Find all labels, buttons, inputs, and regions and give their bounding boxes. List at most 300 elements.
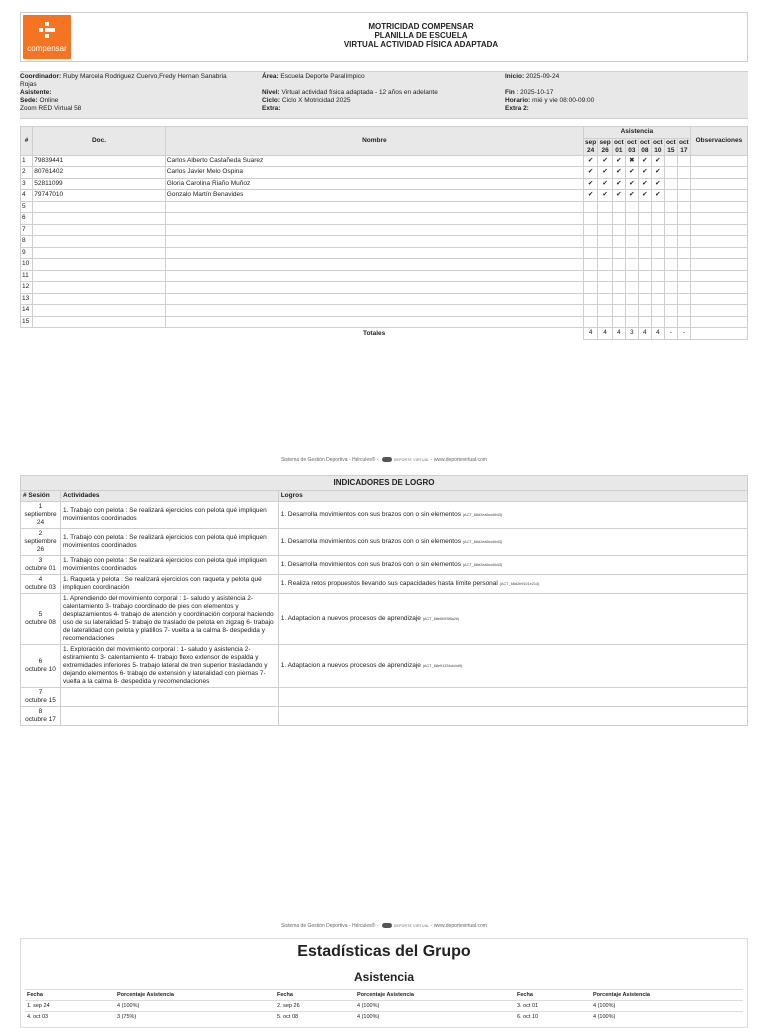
row-name bbox=[165, 270, 583, 282]
row-doc bbox=[33, 213, 166, 225]
attendance-mark: ✔ bbox=[638, 190, 651, 202]
logro-text: 1. Desarrolla movimientos con sus brazos con o sin elementos bbox=[280, 561, 461, 568]
attendance-mark bbox=[625, 236, 638, 248]
sesion-date: septiembre 26 bbox=[24, 538, 57, 553]
attendance-mark bbox=[651, 293, 664, 305]
attendance-mark bbox=[625, 293, 638, 305]
attendance-row bbox=[21, 259, 748, 271]
attendance-row bbox=[21, 178, 748, 190]
attendance-mark bbox=[625, 201, 638, 213]
logro-code: (ACT_68e91334cb4d9) bbox=[422, 664, 463, 668]
date-day: 10 bbox=[654, 146, 662, 154]
date-month: oct bbox=[678, 138, 689, 146]
stats-col-pct: Porcentaje Asistencia bbox=[355, 990, 515, 1001]
logro-text: 1. Adaptacion a nuevos procesos de aprendizaje bbox=[280, 615, 421, 622]
attendance-mark bbox=[664, 316, 677, 328]
date-month: oct bbox=[626, 138, 637, 146]
attendance-mark bbox=[677, 305, 690, 317]
row-name: Gloria Carolina Riaño Muñoz bbox=[165, 178, 583, 190]
sesion-cell bbox=[21, 594, 61, 645]
row-name bbox=[165, 236, 583, 248]
attendance-mark bbox=[651, 236, 664, 248]
date-header bbox=[664, 138, 677, 155]
logro-cell bbox=[278, 707, 747, 726]
row-name bbox=[165, 213, 583, 225]
attendance-mark bbox=[664, 282, 677, 294]
attendance-mark bbox=[651, 270, 664, 282]
row-number: 11 bbox=[21, 270, 33, 282]
attendance-mark: ✔ bbox=[583, 155, 597, 167]
row-number: 3 bbox=[21, 178, 33, 190]
stats-fecha: 5. oct 08 bbox=[275, 1012, 355, 1023]
sede-extra: Zoom RED Virtual 58 bbox=[20, 105, 82, 112]
stats-col-fecha: Fecha bbox=[275, 990, 355, 1001]
stats-fecha: 1. sep 24 bbox=[25, 1001, 115, 1012]
col-doc-header: Doc. bbox=[33, 127, 166, 156]
row-name: Carlos Alberto Castañeda Suarez bbox=[165, 155, 583, 167]
fin-label: Fin bbox=[505, 89, 515, 96]
logro-code: (ACT_68e6f0f3f8a2b) bbox=[422, 617, 460, 621]
footer-logo-text: DEPORTE VIRTUAL bbox=[393, 458, 430, 462]
footer-text-left: Sistema de Gestión Deportiva - Hércules® - bbox=[281, 923, 379, 929]
col-logros-header: Logros bbox=[278, 491, 747, 502]
row-number: 2 bbox=[21, 167, 33, 179]
row-observaciones bbox=[690, 259, 747, 271]
sesion-date: octubre 08 bbox=[25, 619, 56, 626]
row-number: 6 bbox=[21, 213, 33, 225]
attendance-mark bbox=[677, 178, 690, 190]
totals-obs bbox=[690, 328, 747, 340]
logro-cell bbox=[278, 575, 747, 594]
date-header bbox=[677, 138, 690, 155]
attendance-mark: ✔ bbox=[651, 167, 664, 179]
logro-cell bbox=[278, 529, 747, 556]
date-month: oct bbox=[639, 138, 650, 146]
attendance-mark: ✔ bbox=[612, 178, 625, 190]
stats-row bbox=[25, 1001, 743, 1012]
info-panel bbox=[20, 71, 748, 119]
row-name bbox=[165, 293, 583, 305]
attendance-row bbox=[21, 270, 748, 282]
attendance-mark: ✔ bbox=[598, 178, 612, 190]
date-month: oct bbox=[652, 138, 663, 146]
indicator-row bbox=[21, 502, 748, 529]
attendance-mark bbox=[664, 247, 677, 259]
row-number: 7 bbox=[21, 224, 33, 236]
attendance-mark bbox=[651, 305, 664, 317]
total-value: - bbox=[664, 328, 677, 340]
attendance-mark bbox=[583, 270, 597, 282]
stats-col-pct: Porcentaje Asistencia bbox=[115, 990, 275, 1001]
logo-mark-icon bbox=[38, 21, 56, 39]
attendance-mark bbox=[677, 167, 690, 179]
sesion-cell bbox=[21, 575, 61, 594]
attendance-mark bbox=[612, 201, 625, 213]
row-observaciones bbox=[690, 247, 747, 259]
attendance-mark bbox=[612, 305, 625, 317]
attendance-mark bbox=[664, 270, 677, 282]
attendance-mark bbox=[612, 247, 625, 259]
row-observaciones bbox=[690, 201, 747, 213]
sesion-date: octubre 01 bbox=[25, 565, 56, 572]
stats-fecha: 6. oct 10 bbox=[515, 1012, 591, 1023]
stats-row bbox=[25, 1012, 743, 1023]
attendance-mark bbox=[625, 247, 638, 259]
footer-text-right: - www.deportevirtual.com bbox=[430, 923, 487, 929]
date-header bbox=[612, 138, 625, 155]
report-titles bbox=[181, 22, 661, 49]
attendance-mark bbox=[651, 213, 664, 225]
attendance-mark bbox=[677, 270, 690, 282]
logro-code: (ACT_68d2ea5ec6b43) bbox=[462, 540, 503, 544]
date-day: 26 bbox=[601, 146, 609, 154]
attendance-mark: ✔ bbox=[638, 167, 651, 179]
attendance-mark bbox=[638, 259, 651, 271]
attendance-mark bbox=[664, 155, 677, 167]
attendance-mark bbox=[625, 316, 638, 328]
attendance-mark bbox=[583, 247, 597, 259]
date-month: sep bbox=[599, 138, 611, 146]
sede-label: Sede: bbox=[20, 97, 38, 104]
row-name bbox=[165, 201, 583, 213]
attendance-mark bbox=[638, 270, 651, 282]
page-footer-2 bbox=[0, 923, 768, 929]
col-obs-header: Observaciones bbox=[690, 127, 747, 156]
total-value: - bbox=[677, 328, 690, 340]
attendance-mark bbox=[638, 201, 651, 213]
stats-col-fecha: Fecha bbox=[515, 990, 591, 1001]
row-number: 4 bbox=[21, 190, 33, 202]
attendance-mark bbox=[638, 305, 651, 317]
attendance-mark bbox=[583, 224, 597, 236]
row-name bbox=[165, 247, 583, 259]
sesion-number: 5 bbox=[38, 611, 43, 618]
sesion-cell bbox=[21, 707, 61, 726]
attendance-mark bbox=[651, 224, 664, 236]
logo-text: compensar bbox=[27, 44, 67, 53]
attendance-mark bbox=[651, 316, 664, 328]
sesion-number: 7 bbox=[38, 689, 43, 696]
row-number: 10 bbox=[21, 259, 33, 271]
attendance-mark bbox=[651, 247, 664, 259]
attendance-mark bbox=[598, 224, 612, 236]
title-program: VIRTUAL ACTIVIDAD FÍSICA ADAPTADA bbox=[343, 40, 499, 49]
stats-fecha: 4. oct 03 bbox=[25, 1012, 115, 1023]
date-header bbox=[583, 138, 597, 155]
row-number: 8 bbox=[21, 236, 33, 248]
attendance-mark: ✔ bbox=[598, 167, 612, 179]
row-doc bbox=[33, 259, 166, 271]
coordinador-field bbox=[20, 73, 260, 113]
attendance-mark bbox=[625, 259, 638, 271]
footer-logo-text: DEPORTE VIRTUAL bbox=[393, 924, 430, 928]
attendance-mark bbox=[612, 282, 625, 294]
actividad-cell: 1. Trabajo con pelota : Se realizará ejercicios con pelota qué impliquen movimientos coordinados bbox=[60, 529, 278, 556]
sesion-cell bbox=[21, 688, 61, 707]
attendance-mark bbox=[598, 305, 612, 317]
attendance-row bbox=[21, 293, 748, 305]
indicator-row bbox=[21, 556, 748, 575]
attendance-mark bbox=[612, 270, 625, 282]
row-name: Carlos Javier Melo Ospina bbox=[165, 167, 583, 179]
attendance-mark bbox=[612, 213, 625, 225]
attendance-mark bbox=[583, 316, 597, 328]
stats-subtitle: Asistencia bbox=[353, 970, 415, 984]
stats-title: Estadísticas del Grupo bbox=[297, 943, 471, 960]
row-doc bbox=[33, 316, 166, 328]
totals-row bbox=[21, 328, 748, 340]
attendance-mark: ✔ bbox=[583, 167, 597, 179]
date-day: 03 bbox=[628, 146, 636, 154]
total-value: 4 bbox=[638, 328, 651, 340]
attendance-mark: ✔ bbox=[612, 190, 625, 202]
date-day: 17 bbox=[680, 146, 688, 154]
row-number: 14 bbox=[21, 305, 33, 317]
date-header bbox=[625, 138, 638, 155]
sesion-number: 1 bbox=[38, 503, 43, 510]
attendance-mark: ✔ bbox=[598, 155, 612, 167]
attendance-mark bbox=[583, 259, 597, 271]
attendance-mark bbox=[625, 270, 638, 282]
attendance-mark bbox=[664, 190, 677, 202]
attendance-mark bbox=[677, 213, 690, 225]
date-day: 08 bbox=[641, 146, 649, 154]
sesion-date: septiembre 24 bbox=[24, 511, 57, 526]
indicator-row bbox=[21, 707, 748, 726]
attendance-mark bbox=[612, 293, 625, 305]
row-doc bbox=[33, 305, 166, 317]
indicators-caption: INDICADORES DE LOGRO bbox=[21, 476, 748, 491]
indicator-row bbox=[21, 645, 748, 688]
attendance-mark bbox=[677, 155, 690, 167]
date-day: 24 bbox=[587, 146, 595, 154]
attendance-row bbox=[21, 190, 748, 202]
attendance-mark bbox=[664, 259, 677, 271]
sesion-number: 3 bbox=[38, 557, 43, 564]
sede-value: Online bbox=[37, 97, 59, 104]
attendance-mark bbox=[664, 224, 677, 236]
row-doc: 80761402 bbox=[33, 167, 166, 179]
area-label: Área: bbox=[262, 73, 279, 80]
attendance-mark: ✔ bbox=[612, 155, 625, 167]
deportevirtual-logo-icon bbox=[382, 923, 392, 928]
nivel-value: Virtual actividad física adaptada - 12 años en adelante bbox=[279, 89, 438, 96]
row-observaciones bbox=[690, 305, 747, 317]
attendance-mark bbox=[638, 213, 651, 225]
sesion-number: 4 bbox=[38, 576, 43, 583]
attendance-mark bbox=[598, 201, 612, 213]
row-observaciones bbox=[690, 270, 747, 282]
attendance-mark: ✔ bbox=[651, 190, 664, 202]
row-observaciones bbox=[690, 316, 747, 328]
attendance-mark bbox=[651, 201, 664, 213]
attendance-mark bbox=[612, 259, 625, 271]
logro-text: 1. Realiza retos propuestos llevando sus capacidades hasta límite personal bbox=[280, 580, 498, 587]
row-number: 1 bbox=[21, 155, 33, 167]
attendance-mark bbox=[638, 247, 651, 259]
actividad-cell bbox=[60, 688, 278, 707]
col-asistencia-header: Asistencia bbox=[583, 127, 690, 139]
stats-panel bbox=[20, 938, 748, 1028]
page-footer-1 bbox=[0, 457, 768, 463]
actividad-cell: 1. Exploración del movimiento corporal : 1- saludo y asistencia 2- estiramiento 3- calentamiento 4- trabajo flexo extensor de espalda y extremidades inferiores 5- trabajo lateral de tren superior trasladando y dejando elementos 6- trabajo de extensión y lateralidad con piernas 7- vuelta a la calma 8- despedida y recomendaciones bbox=[60, 645, 278, 688]
attendance-mark bbox=[598, 282, 612, 294]
horario-value: mié y vie 08:00-09:00 bbox=[530, 97, 595, 104]
attendance-mark bbox=[638, 293, 651, 305]
dates-field bbox=[505, 73, 745, 113]
attendance-mark bbox=[598, 270, 612, 282]
date-month: oct bbox=[613, 138, 624, 146]
total-value: 4 bbox=[598, 328, 612, 340]
horario-label: Horario: bbox=[505, 97, 531, 104]
stats-pct: 3 (75%) bbox=[115, 1012, 275, 1023]
row-observaciones bbox=[690, 224, 747, 236]
attendance-mark bbox=[664, 213, 677, 225]
attendance-mark bbox=[677, 224, 690, 236]
totals-label: Totales bbox=[165, 328, 583, 340]
row-number: 9 bbox=[21, 247, 33, 259]
stats-pct: 4 (100%) bbox=[115, 1001, 275, 1012]
attendance-mark bbox=[598, 247, 612, 259]
attendance-mark bbox=[664, 293, 677, 305]
title-planilla: PLANILLA DE ESCUELA bbox=[374, 31, 468, 40]
row-name bbox=[165, 316, 583, 328]
actividad-cell: 1. Aprendiendo del movimiento corporal : 1- saludo y asistencia 2- calentamiento 3- trabajo coordinado de pies con elementos y desplazamientos 4- trabajo de atención y coordinación corporal haciendo uso de su lateralidad 5- trabajo de traslado de pelota en zigzag 6- trabajo de lateralidad con pelota y platillos 7- vuelta a la calma 8- despedida y recomendaciones bbox=[60, 594, 278, 645]
attendance-mark bbox=[677, 293, 690, 305]
attendance-mark: ✔ bbox=[651, 155, 664, 167]
sesion-date: octubre 15 bbox=[25, 697, 56, 704]
attendance-mark: ✔ bbox=[612, 167, 625, 179]
row-number: 5 bbox=[21, 201, 33, 213]
stats-pct: 4 (100%) bbox=[355, 1012, 515, 1023]
attendance-mark bbox=[625, 224, 638, 236]
attendance-mark bbox=[598, 236, 612, 248]
ciclo-label: Ciclo: bbox=[262, 97, 281, 104]
logro-text: 1. Desarrolla movimientos con sus brazos con o sin elementos bbox=[280, 511, 461, 518]
inicio-label: Inicio: bbox=[505, 73, 525, 80]
sesion-number: 8 bbox=[38, 708, 43, 715]
attendance-mark bbox=[625, 213, 638, 225]
attendance-row bbox=[21, 236, 748, 248]
ciclo-value: Ciclo X Motricidad 2025 bbox=[280, 97, 351, 104]
fin-value: : 2025-10-17 bbox=[514, 89, 554, 96]
row-observaciones bbox=[690, 155, 747, 167]
attendance-mark bbox=[677, 316, 690, 328]
total-value: 4 bbox=[583, 328, 597, 340]
stats-table bbox=[25, 989, 743, 1022]
attendance-mark: ✔ bbox=[625, 190, 638, 202]
report-header bbox=[20, 12, 748, 62]
compensar-logo bbox=[23, 15, 71, 59]
row-doc: 79747010 bbox=[33, 190, 166, 202]
indicators-table bbox=[20, 475, 748, 726]
attendance-row bbox=[21, 213, 748, 225]
sesion-number: 2 bbox=[38, 530, 43, 537]
row-doc bbox=[33, 224, 166, 236]
row-name bbox=[165, 259, 583, 271]
attendance-mark bbox=[612, 316, 625, 328]
row-observaciones bbox=[690, 190, 747, 202]
nivel-label: Nivel: bbox=[262, 89, 280, 96]
row-doc: 52811099 bbox=[33, 178, 166, 190]
total-value: 3 bbox=[625, 328, 638, 340]
stats-pct: 4 (100%) bbox=[591, 1012, 743, 1023]
row-doc bbox=[33, 247, 166, 259]
total-value: 4 bbox=[651, 328, 664, 340]
attendance-mark bbox=[612, 224, 625, 236]
row-name: Gonzalo Martín Benavides bbox=[165, 190, 583, 202]
attendance-mark bbox=[677, 247, 690, 259]
logro-code: (ACT_68d2b9101e214) bbox=[499, 582, 540, 586]
sesion-number: 6 bbox=[38, 658, 43, 665]
attendance-row bbox=[21, 224, 748, 236]
row-doc bbox=[33, 293, 166, 305]
date-day: 15 bbox=[667, 146, 675, 154]
attendance-mark bbox=[625, 305, 638, 317]
sesion-date: octubre 10 bbox=[25, 666, 56, 673]
stats-fecha: 3. oct 01 bbox=[515, 1001, 591, 1012]
attendance-mark bbox=[598, 259, 612, 271]
sesion-cell bbox=[21, 645, 61, 688]
attendance-row bbox=[21, 155, 748, 167]
attendance-mark bbox=[583, 282, 597, 294]
logro-cell bbox=[278, 645, 747, 688]
actividad-cell: 1. Trabajo con pelota : Se realizará ejercicios con pelota qué impliquen movimientos coordinados bbox=[60, 502, 278, 529]
attendance-mark bbox=[638, 224, 651, 236]
attendance-mark bbox=[598, 293, 612, 305]
coordinador-label: Coordinador: bbox=[20, 73, 62, 80]
row-number: 15 bbox=[21, 316, 33, 328]
row-name bbox=[165, 224, 583, 236]
attendance-row bbox=[21, 305, 748, 317]
row-name bbox=[165, 305, 583, 317]
attendance-mark: ✔ bbox=[598, 190, 612, 202]
attendance-row bbox=[21, 282, 748, 294]
col-actividades-header: Actividades bbox=[60, 491, 278, 502]
date-header bbox=[638, 138, 651, 155]
attendance-mark bbox=[583, 213, 597, 225]
attendance-mark bbox=[664, 236, 677, 248]
attendance-mark bbox=[664, 305, 677, 317]
logro-code: (ACT_68d2ea5ec6b43) bbox=[462, 563, 503, 567]
asistente-label: Asistente: bbox=[20, 89, 52, 96]
attendance-mark bbox=[612, 236, 625, 248]
coordinador-value: Ruby Marcela Rodriguez Cuervo,Fredy Hernan Sanabria bbox=[61, 73, 227, 80]
logro-cell bbox=[278, 688, 747, 707]
actividad-cell: 1. Raqueta y pelota : Se realizará ejercicios con raqueta y pelota qué impliquen coordinación bbox=[60, 575, 278, 594]
row-observaciones bbox=[690, 236, 747, 248]
attendance-mark bbox=[677, 236, 690, 248]
indicator-row bbox=[21, 529, 748, 556]
attendance-mark: ✔ bbox=[583, 178, 597, 190]
attendance-mark bbox=[677, 201, 690, 213]
stats-pct: 4 (100%) bbox=[591, 1001, 743, 1012]
attendance-mark bbox=[651, 259, 664, 271]
attendance-mark bbox=[598, 213, 612, 225]
indicator-row bbox=[21, 688, 748, 707]
logro-cell bbox=[278, 502, 747, 529]
attendance-mark bbox=[677, 282, 690, 294]
date-month: oct bbox=[665, 138, 676, 146]
attendance-mark bbox=[677, 190, 690, 202]
indicator-row bbox=[21, 575, 748, 594]
attendance-mark: ✔ bbox=[625, 167, 638, 179]
stats-col-fecha: Fecha bbox=[25, 990, 115, 1001]
attendance-mark: ✔ bbox=[638, 178, 651, 190]
attendance-mark bbox=[638, 282, 651, 294]
row-doc bbox=[33, 201, 166, 213]
inicio-value: 2025-09-24 bbox=[524, 73, 560, 80]
